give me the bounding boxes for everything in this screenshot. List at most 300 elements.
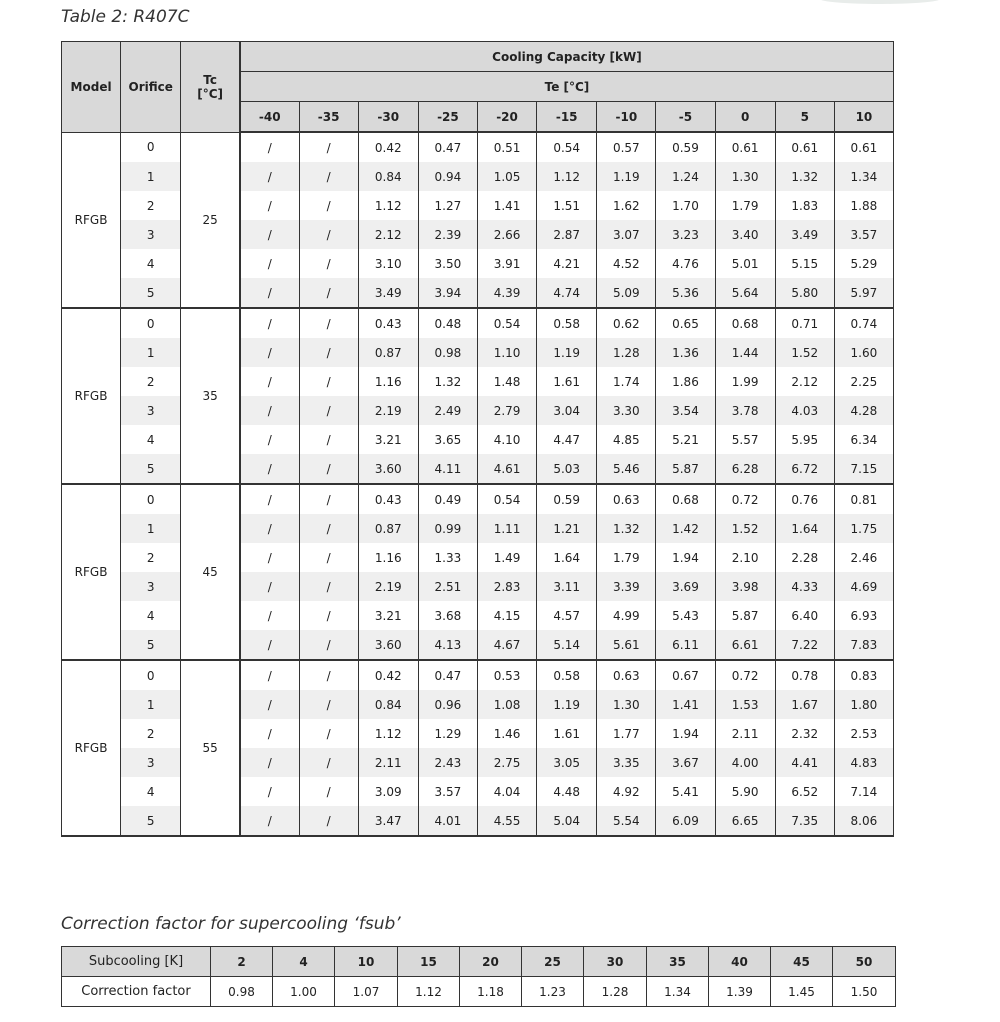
- capacity-cell: 0.58: [537, 308, 597, 338]
- capacity-cell: 0.47: [418, 132, 477, 162]
- capacity-cell: 5.29: [834, 249, 893, 278]
- capacity-cell: 2.49: [418, 396, 477, 425]
- capacity-cell: 4.39: [477, 278, 536, 308]
- capacity-cell: 0.53: [477, 660, 536, 690]
- capacity-cell: 4.33: [775, 572, 834, 601]
- capacity-cell: 1.80: [834, 690, 893, 719]
- capacity-cell: /: [299, 748, 358, 777]
- capacity-cell: 3.35: [597, 748, 656, 777]
- te-value-header: 0: [715, 102, 775, 133]
- orifice-cell: 2: [121, 191, 181, 220]
- capacity-cell: /: [240, 454, 299, 484]
- model-cell: RFGB: [62, 308, 121, 484]
- capacity-cell: 0.59: [537, 484, 597, 514]
- capacity-cell: 0.43: [358, 484, 418, 514]
- capacity-cell: 2.46: [834, 543, 893, 572]
- capacity-cell: 1.64: [775, 514, 834, 543]
- capacity-cell: 3.21: [358, 425, 418, 454]
- orifice-cell: 1: [121, 162, 181, 191]
- capacity-cell: 1.28: [597, 338, 656, 367]
- capacity-cell: 7.14: [834, 777, 893, 806]
- capacity-cell: /: [240, 719, 299, 748]
- capacity-cell: /: [299, 338, 358, 367]
- capacity-cell: 5.36: [656, 278, 715, 308]
- capacity-cell: 0.47: [418, 660, 477, 690]
- capacity-cell: 0.78: [775, 660, 834, 690]
- subcooling-value: 40: [709, 947, 771, 977]
- capacity-cell: 0.84: [358, 162, 418, 191]
- capacity-cell: 6.65: [715, 806, 775, 836]
- te-value-header: -30: [358, 102, 418, 133]
- capacity-cell: 4.92: [597, 777, 656, 806]
- capacity-cell: /: [299, 601, 358, 630]
- correction-factor-value: 1.00: [273, 977, 335, 1007]
- subcooling-value: 2: [211, 947, 273, 977]
- capacity-cell: /: [299, 132, 358, 162]
- capacity-cell: /: [240, 308, 299, 338]
- capacity-cell: 6.61: [715, 630, 775, 660]
- capacity-cell: /: [240, 396, 299, 425]
- capacity-cell: /: [240, 220, 299, 249]
- cooling-capacity-table: [61, 41, 894, 837]
- capacity-cell: 2.11: [358, 748, 418, 777]
- capacity-cell: 2.66: [477, 220, 536, 249]
- capacity-cell: 3.07: [597, 220, 656, 249]
- capacity-cell: /: [240, 249, 299, 278]
- orifice-cell: 0: [121, 484, 181, 514]
- subcooling-value: 10: [335, 947, 398, 977]
- decorative-shape: [820, 0, 940, 4]
- capacity-cell: 3.78: [715, 396, 775, 425]
- correction-factor-value: 1.18: [460, 977, 522, 1007]
- subcooling-value: 4: [273, 947, 335, 977]
- capacity-cell: 2.10: [715, 543, 775, 572]
- capacity-cell: /: [299, 777, 358, 806]
- capacity-cell: 2.11: [715, 719, 775, 748]
- capacity-cell: 1.79: [715, 191, 775, 220]
- capacity-cell: 3.09: [358, 777, 418, 806]
- capacity-cell: 1.53: [715, 690, 775, 719]
- capacity-cell: 0.51: [477, 132, 536, 162]
- model-cell: RFGB: [62, 132, 121, 308]
- capacity-cell: /: [299, 660, 358, 690]
- orifice-cell: 4: [121, 425, 181, 454]
- capacity-cell: 5.15: [775, 249, 834, 278]
- capacity-cell: 3.23: [656, 220, 715, 249]
- capacity-cell: 5.04: [537, 806, 597, 836]
- capacity-cell: 3.47: [358, 806, 418, 836]
- capacity-cell: 3.98: [715, 572, 775, 601]
- capacity-cell: 1.94: [656, 719, 715, 748]
- capacity-cell: 4.11: [418, 454, 477, 484]
- capacity-cell: 1.52: [715, 514, 775, 543]
- capacity-cell: 2.19: [358, 396, 418, 425]
- capacity-cell: 4.99: [597, 601, 656, 630]
- te-value-header: 5: [775, 102, 834, 133]
- capacity-cell: 0.54: [477, 484, 536, 514]
- capacity-cell: 3.69: [656, 572, 715, 601]
- capacity-cell: 0.61: [775, 132, 834, 162]
- tc-header-line1: Tc: [203, 72, 217, 87]
- capacity-cell: 0.98: [418, 338, 477, 367]
- capacity-cell: /: [240, 514, 299, 543]
- capacity-cell: 5.57: [715, 425, 775, 454]
- capacity-cell: /: [299, 630, 358, 660]
- capacity-cell: 6.34: [834, 425, 893, 454]
- capacity-cell: 4.55: [477, 806, 536, 836]
- capacity-cell: 2.32: [775, 719, 834, 748]
- model-header: Model: [62, 42, 121, 133]
- orifice-cell: 5: [121, 454, 181, 484]
- capacity-cell: 3.57: [418, 777, 477, 806]
- te-value-header: -40: [240, 102, 299, 133]
- te-value-header: 10: [834, 102, 893, 133]
- capacity-cell: 0.59: [656, 132, 715, 162]
- capacity-cell: /: [240, 367, 299, 396]
- capacity-cell: 5.61: [597, 630, 656, 660]
- capacity-cell: /: [240, 425, 299, 454]
- capacity-cell: 2.25: [834, 367, 893, 396]
- subcooling-value: 45: [771, 947, 833, 977]
- capacity-cell: 1.83: [775, 191, 834, 220]
- correction-factor-label: Correction factor: [62, 977, 211, 1007]
- table-row: [62, 484, 894, 514]
- capacity-cell: 7.15: [834, 454, 893, 484]
- table-body: [62, 132, 894, 836]
- capacity-cell: 1.12: [358, 191, 418, 220]
- capacity-cell: 1.61: [537, 719, 597, 748]
- subcooling-row: [62, 947, 896, 977]
- capacity-cell: /: [240, 660, 299, 690]
- capacity-cell: 4.00: [715, 748, 775, 777]
- capacity-cell: 7.22: [775, 630, 834, 660]
- capacity-cell: 1.51: [537, 191, 597, 220]
- table-caption: Table 2: R407C: [61, 7, 190, 27]
- capacity-cell: 2.12: [358, 220, 418, 249]
- capacity-cell: /: [299, 162, 358, 191]
- subcooling-value: 15: [398, 947, 460, 977]
- capacity-cell: 0.61: [715, 132, 775, 162]
- capacity-cell: 3.39: [597, 572, 656, 601]
- capacity-cell: /: [240, 543, 299, 572]
- capacity-cell: 3.54: [656, 396, 715, 425]
- capacity-cell: 0.87: [358, 514, 418, 543]
- capacity-cell: 4.83: [834, 748, 893, 777]
- capacity-cell: 0.96: [418, 690, 477, 719]
- capacity-cell: 1.48: [477, 367, 536, 396]
- orifice-cell: 3: [121, 572, 181, 601]
- capacity-cell: 4.21: [537, 249, 597, 278]
- capacity-cell: 4.85: [597, 425, 656, 454]
- correction-factor-row: [62, 977, 896, 1007]
- capacity-cell: 0.68: [656, 484, 715, 514]
- capacity-cell: /: [240, 338, 299, 367]
- te-value-header: -5: [656, 102, 715, 133]
- capacity-cell: 4.48: [537, 777, 597, 806]
- capacity-cell: 0.58: [537, 660, 597, 690]
- capacity-cell: /: [240, 484, 299, 514]
- capacity-cell: 6.93: [834, 601, 893, 630]
- capacity-cell: 3.04: [537, 396, 597, 425]
- capacity-cell: 6.28: [715, 454, 775, 484]
- capacity-cell: 3.11: [537, 572, 597, 601]
- capacity-cell: 5.80: [775, 278, 834, 308]
- subcooling-value: 35: [647, 947, 709, 977]
- orifice-cell: 0: [121, 660, 181, 690]
- capacity-cell: 1.77: [597, 719, 656, 748]
- tc-header: [181, 42, 240, 133]
- capacity-cell: 1.61: [537, 367, 597, 396]
- capacity-cell: /: [240, 806, 299, 836]
- capacity-cell: 1.12: [537, 162, 597, 191]
- capacity-cell: 1.30: [597, 690, 656, 719]
- capacity-cell: 1.08: [477, 690, 536, 719]
- table-row: [62, 132, 894, 162]
- capacity-cell: /: [240, 601, 299, 630]
- correction-factor-value: 1.07: [335, 977, 398, 1007]
- capacity-cell: 0.72: [715, 660, 775, 690]
- capacity-cell: 4.74: [537, 278, 597, 308]
- capacity-cell: 0.57: [597, 132, 656, 162]
- capacity-cell: 1.34: [834, 162, 893, 191]
- capacity-cell: 1.24: [656, 162, 715, 191]
- correction-factor-value: 1.45: [771, 977, 833, 1007]
- capacity-cell: /: [299, 278, 358, 308]
- capacity-cell: /: [240, 132, 299, 162]
- subcooling-value: 20: [460, 947, 522, 977]
- capacity-cell: 2.28: [775, 543, 834, 572]
- orifice-header: Orifice: [121, 42, 181, 133]
- capacity-cell: /: [240, 748, 299, 777]
- table-row: [62, 660, 894, 690]
- capacity-cell: 0.99: [418, 514, 477, 543]
- capacity-cell: 0.67: [656, 660, 715, 690]
- capacity-cell: /: [299, 806, 358, 836]
- capacity-cell: /: [299, 308, 358, 338]
- subcooling-value: 50: [833, 947, 896, 977]
- capacity-cell: 0.83: [834, 660, 893, 690]
- orifice-cell: 3: [121, 748, 181, 777]
- correction-factor-value: 1.50: [833, 977, 896, 1007]
- capacity-cell: 1.32: [775, 162, 834, 191]
- capacity-cell: 0.42: [358, 660, 418, 690]
- capacity-cell: 1.05: [477, 162, 536, 191]
- capacity-cell: 0.94: [418, 162, 477, 191]
- capacity-cell: /: [299, 454, 358, 484]
- te-value-header: -10: [597, 102, 656, 133]
- capacity-cell: 1.67: [775, 690, 834, 719]
- capacity-cell: /: [240, 162, 299, 191]
- capacity-cell: 1.64: [537, 543, 597, 572]
- capacity-cell: 0.76: [775, 484, 834, 514]
- orifice-cell: 1: [121, 690, 181, 719]
- capacity-cell: 2.79: [477, 396, 536, 425]
- capacity-cell: 4.10: [477, 425, 536, 454]
- te-value-header: -15: [537, 102, 597, 133]
- capacity-cell: 5.41: [656, 777, 715, 806]
- capacity-cell: 3.10: [358, 249, 418, 278]
- capacity-cell: 1.19: [597, 162, 656, 191]
- capacity-cell: 1.30: [715, 162, 775, 191]
- capacity-cell: 5.97: [834, 278, 893, 308]
- capacity-cell: /: [240, 278, 299, 308]
- correction-factor-value: 1.34: [647, 977, 709, 1007]
- capacity-cell: 1.75: [834, 514, 893, 543]
- capacity-cell: 1.19: [537, 338, 597, 367]
- orifice-cell: 2: [121, 543, 181, 572]
- orifice-cell: 5: [121, 630, 181, 660]
- capacity-cell: /: [240, 777, 299, 806]
- capacity-cell: 3.05: [537, 748, 597, 777]
- orifice-cell: 0: [121, 308, 181, 338]
- capacity-cell: 0.72: [715, 484, 775, 514]
- orifice-cell: 4: [121, 249, 181, 278]
- capacity-cell: 7.83: [834, 630, 893, 660]
- capacity-cell: 1.41: [656, 690, 715, 719]
- capacity-cell: 1.11: [477, 514, 536, 543]
- capacity-cell: 4.01: [418, 806, 477, 836]
- capacity-cell: 5.01: [715, 249, 775, 278]
- capacity-cell: 1.16: [358, 367, 418, 396]
- capacity-cell: 1.74: [597, 367, 656, 396]
- capacity-cell: 4.03: [775, 396, 834, 425]
- te-header: Te [°C]: [240, 72, 894, 102]
- tc-cell: 55: [181, 660, 240, 836]
- capacity-cell: 3.49: [775, 220, 834, 249]
- correction-factor-value: 1.28: [584, 977, 647, 1007]
- subcooling-label: Subcooling [K]: [62, 947, 211, 977]
- capacity-cell: 5.03: [537, 454, 597, 484]
- capacity-cell: 6.52: [775, 777, 834, 806]
- capacity-cell: 0.87: [358, 338, 418, 367]
- tc-header-line2: [°C]: [197, 86, 223, 101]
- capacity-cell: 2.87: [537, 220, 597, 249]
- orifice-cell: 1: [121, 514, 181, 543]
- capacity-cell: 4.04: [477, 777, 536, 806]
- capacity-cell: 1.88: [834, 191, 893, 220]
- model-cell: RFGB: [62, 660, 121, 836]
- capacity-cell: 4.69: [834, 572, 893, 601]
- capacity-cell: /: [299, 543, 358, 572]
- capacity-cell: 1.49: [477, 543, 536, 572]
- subcooling-value: 25: [522, 947, 584, 977]
- capacity-cell: 0.63: [597, 660, 656, 690]
- capacity-cell: /: [299, 690, 358, 719]
- capacity-cell: 2.75: [477, 748, 536, 777]
- correction-factor-value: 1.12: [398, 977, 460, 1007]
- capacity-cell: 5.90: [715, 777, 775, 806]
- capacity-cell: 4.61: [477, 454, 536, 484]
- capacity-cell: 3.21: [358, 601, 418, 630]
- orifice-cell: 3: [121, 220, 181, 249]
- capacity-cell: 1.29: [418, 719, 477, 748]
- capacity-cell: 1.79: [597, 543, 656, 572]
- capacity-cell: /: [299, 425, 358, 454]
- capacity-cell: 4.57: [537, 601, 597, 630]
- orifice-cell: 3: [121, 396, 181, 425]
- capacity-cell: 0.43: [358, 308, 418, 338]
- capacity-cell: 0.49: [418, 484, 477, 514]
- correction-factor-value: 0.98: [211, 977, 273, 1007]
- orifice-cell: 5: [121, 806, 181, 836]
- capacity-cell: 0.42: [358, 132, 418, 162]
- correction-factor-value: 1.23: [522, 977, 584, 1007]
- capacity-cell: 1.70: [656, 191, 715, 220]
- capacity-cell: 5.21: [656, 425, 715, 454]
- capacity-cell: 1.32: [418, 367, 477, 396]
- capacity-cell: 3.65: [418, 425, 477, 454]
- capacity-cell: /: [299, 249, 358, 278]
- capacity-cell: /: [299, 396, 358, 425]
- capacity-cell: 5.14: [537, 630, 597, 660]
- capacity-cell: 1.12: [358, 719, 418, 748]
- capacity-cell: 5.87: [656, 454, 715, 484]
- capacity-cell: 5.09: [597, 278, 656, 308]
- capacity-cell: /: [299, 719, 358, 748]
- tc-cell: 25: [181, 132, 240, 308]
- capacity-cell: 0.71: [775, 308, 834, 338]
- capacity-cell: 0.62: [597, 308, 656, 338]
- capacity-cell: 4.52: [597, 249, 656, 278]
- orifice-cell: 1: [121, 338, 181, 367]
- capacity-cell: /: [299, 572, 358, 601]
- capacity-cell: /: [240, 191, 299, 220]
- capacity-cell: 0.84: [358, 690, 418, 719]
- capacity-cell: 1.46: [477, 719, 536, 748]
- capacity-cell: /: [240, 690, 299, 719]
- capacity-cell: 3.40: [715, 220, 775, 249]
- capacity-cell: 6.40: [775, 601, 834, 630]
- capacity-cell: 5.87: [715, 601, 775, 630]
- capacity-cell: 3.94: [418, 278, 477, 308]
- capacity-cell: 1.36: [656, 338, 715, 367]
- capacity-cell: /: [299, 514, 358, 543]
- capacity-cell: 1.41: [477, 191, 536, 220]
- capacity-cell: 2.19: [358, 572, 418, 601]
- capacity-cell: 4.67: [477, 630, 536, 660]
- model-cell: RFGB: [62, 484, 121, 660]
- te-value-header: -20: [477, 102, 536, 133]
- capacity-cell: 3.60: [358, 454, 418, 484]
- capacity-cell: 4.15: [477, 601, 536, 630]
- capacity-cell: /: [240, 630, 299, 660]
- capacity-cell: 8.06: [834, 806, 893, 836]
- capacity-cell: 2.43: [418, 748, 477, 777]
- capacity-cell: 4.76: [656, 249, 715, 278]
- capacity-cell: 3.57: [834, 220, 893, 249]
- capacity-cell: 1.33: [418, 543, 477, 572]
- capacity-cell: 1.86: [656, 367, 715, 396]
- capacity-cell: /: [240, 572, 299, 601]
- capacity-cell: 1.60: [834, 338, 893, 367]
- capacity-cell: 3.49: [358, 278, 418, 308]
- subcooling-value: 30: [584, 947, 647, 977]
- tc-cell: 45: [181, 484, 240, 660]
- capacity-cell: 1.42: [656, 514, 715, 543]
- correction-caption: Correction factor for supercooling ‘fsub’: [61, 914, 401, 934]
- capacity-cell: 5.43: [656, 601, 715, 630]
- capacity-cell: 3.68: [418, 601, 477, 630]
- capacity-cell: 2.39: [418, 220, 477, 249]
- capacity-cell: 2.53: [834, 719, 893, 748]
- capacity-cell: 4.41: [775, 748, 834, 777]
- tc-cell: 35: [181, 308, 240, 484]
- capacity-cell: 0.65: [656, 308, 715, 338]
- correction-factor-table: [61, 946, 896, 1007]
- capacity-cell: 1.52: [775, 338, 834, 367]
- capacity-cell: 0.54: [477, 308, 536, 338]
- capacity-cell: /: [299, 367, 358, 396]
